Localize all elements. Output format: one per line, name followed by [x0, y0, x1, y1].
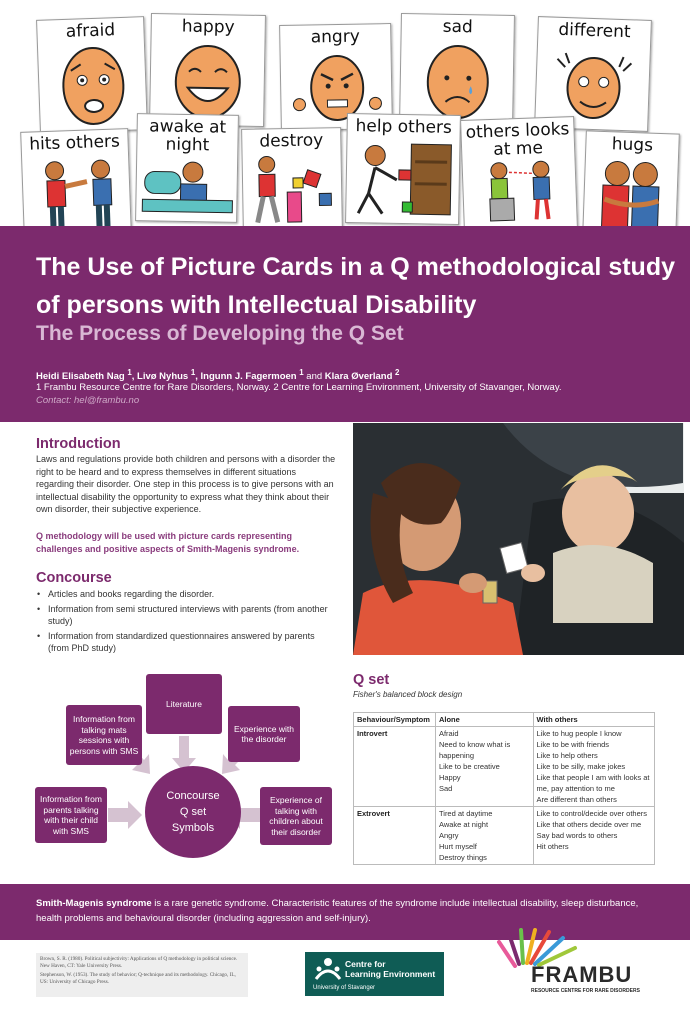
frambu-name: FRAMBU	[531, 962, 633, 987]
hugs-icon	[583, 154, 680, 235]
frambu-tagline: RESOURCE CENTRE FOR RARE DISORDERS	[531, 988, 640, 994]
table-cell-with-others	[533, 727, 654, 807]
cell-item: Like that people I am with looks at me, pay attention to me	[536, 773, 650, 793]
cell-item: Tired at daytime	[438, 809, 493, 818]
diagram-center-line: Symbols	[171, 822, 215, 834]
title-banner	[0, 226, 690, 422]
sad-face-icon	[400, 35, 515, 123]
cell-item: Need to know what is happening	[438, 740, 511, 760]
table-cell-alone	[435, 727, 533, 807]
author-affiliation-mark: 2	[395, 368, 400, 377]
column-header: Alone	[435, 713, 533, 727]
card-label: sad	[442, 16, 473, 38]
syndrome-term: Smith-Magenis syndrome	[36, 898, 152, 909]
others-looks-at-me-icon	[462, 154, 578, 228]
reference-item: Brown, S. R. (1980). Political subjectivity: Applications of Q methodology in political science. New Haven, CT: Yale University Press.	[40, 956, 238, 969]
row-label: Introvert	[354, 727, 436, 807]
author-affiliation-mark: 1	[299, 368, 304, 377]
author-joiner: and	[306, 371, 323, 383]
card-label: destroy	[259, 130, 324, 152]
cle-name	[345, 959, 435, 979]
cell-item: Like to be with friends	[536, 740, 610, 749]
cell-item: Like that others decide over me	[536, 820, 642, 829]
author-name: Livø Nyhus	[137, 371, 189, 383]
diagram-center-line: Concourse	[166, 790, 220, 802]
references-box	[36, 953, 248, 997]
list-item: • Information from semi structured interviews with parents (from another study)	[36, 603, 336, 628]
cle-name-line: Learning Environment	[345, 969, 436, 979]
author-affiliation-mark: 1	[127, 368, 132, 377]
cle-people-icon	[313, 957, 343, 983]
picture-card-help-others	[345, 113, 461, 225]
column-header: Behaviour/Symptom	[354, 713, 436, 727]
picture-card-others-looks-at-me	[460, 116, 578, 232]
picture-card-different	[534, 16, 652, 132]
afraid-face-icon	[38, 38, 149, 130]
picture-card-hugs	[582, 130, 680, 239]
contact-email[interactable]: Contact: hel@frambu.no	[36, 395, 140, 406]
diagram-node-experience-disorder: Experience with the disorder	[228, 706, 300, 762]
picture-card-sad	[399, 13, 515, 127]
diagram-node-talking-children: Experience of talking with children about their disorder	[260, 787, 332, 845]
cell-item: Happy	[438, 773, 461, 782]
qset-subtitle: Fisher's balanced block design	[353, 690, 463, 699]
list-item: • Articles and books regarding the disorder.	[36, 588, 336, 601]
list-item: • Information from standardized questionnaires answered by parents (from PhD study)	[36, 630, 336, 655]
card-label: happy	[181, 16, 235, 38]
diagram-node-literature: Literature	[146, 674, 222, 734]
cell-item: Like to control/decide over others	[536, 809, 647, 818]
card-label: angry	[310, 26, 360, 48]
cell-item: Destroy things	[438, 853, 487, 862]
cell-item: Like to help others	[536, 751, 598, 760]
table-header-row	[354, 713, 655, 727]
author-list: Heidi Elisabeth Nag $^1$, Livø Nyhus $^1$, Ingunn J. Fagermoen $^1$ and Klara Øverland $^2$	[36, 368, 400, 383]
cell-item: Hit others	[536, 842, 569, 851]
row-label: Extrovert	[354, 807, 436, 865]
destroy-icon	[242, 147, 343, 229]
reference-item: Stephenson, W. (1953). The study of behavior; Q-technique and its methodology. Chicago, IL, US: University of Chicago Press.	[40, 972, 236, 985]
column-header: With others	[533, 713, 654, 727]
introduction-body: Laws and regulations provide both children and persons with a disorder the right to be heard and to express themselves in different situations regarding their disorder. One step in this process is to give persons with an intellectual disability the opportunity to express what they think about their own disorder, their subjective experience.	[36, 454, 336, 514]
cle-logo	[305, 952, 444, 996]
concourse-heading: Concourse	[36, 570, 112, 586]
card-label: awake at night	[149, 116, 227, 156]
author-name: Heidi Elisabeth Nag	[36, 371, 125, 383]
introduction-emphasis: Q methodology will be used with picture cards representing challenges and positive aspects of Smith-Magenis syndrome.	[36, 531, 300, 554]
card-label: different	[558, 19, 631, 43]
cell-item: Like to be creative	[438, 762, 500, 771]
cell-item: Like to be silly, make jokes	[536, 762, 626, 771]
poster-subtitle: The Process of Developing the Q Set	[36, 322, 404, 345]
table-cell-alone	[435, 807, 533, 865]
picture-card-destroy	[241, 127, 343, 233]
card-label: help others	[355, 116, 453, 138]
card-label: others looks at me	[465, 119, 570, 160]
frambu-logo	[495, 928, 675, 1000]
syndrome-description	[36, 896, 666, 926]
photo-illustration	[353, 423, 684, 655]
table-cell-with-others	[533, 807, 654, 865]
cell-item: Afraid	[438, 729, 459, 738]
picture-card-hits-others	[20, 128, 132, 238]
different-face-icon	[535, 38, 652, 128]
help-others-icon	[346, 133, 461, 221]
photo-woman-and-child-with-picture-cards	[353, 423, 684, 655]
diagram-center-line: Q set	[179, 806, 207, 818]
cell-item: Hurt myself	[438, 842, 477, 851]
picture-card-awake-at-night	[135, 113, 239, 223]
cell-item: Angry	[438, 831, 459, 840]
cell-item: Say bad words to others	[536, 831, 618, 840]
cle-university: University of Stavanger	[313, 985, 376, 991]
table-row	[354, 727, 655, 807]
concourse-list	[36, 588, 336, 657]
table-row	[354, 807, 655, 865]
picture-card-happy	[149, 13, 266, 127]
author-name: Klara Øverland	[324, 371, 393, 383]
diagram-node-talking-mats: Information from talking mats sessions with persons with SMS	[66, 705, 142, 765]
qset-heading: Q set	[353, 672, 390, 688]
card-label: hits others	[28, 131, 121, 155]
picture-card-afraid	[36, 16, 148, 134]
cell-item: Sad	[438, 784, 453, 793]
poster-title: The Use of Picture Cards in a Q methodological study of persons with Intellectual Disability	[36, 253, 676, 319]
hits-others-icon	[22, 150, 133, 234]
awake-at-night-icon	[136, 151, 239, 219]
qset-table	[353, 712, 655, 865]
introduction-heading: Introduction	[36, 436, 121, 452]
author-affiliation-mark: 1	[190, 368, 196, 377]
cell-item: Are different than others	[536, 795, 617, 804]
card-label: afraid	[65, 20, 116, 42]
diagram-center-circle	[145, 766, 241, 858]
card-label: hugs	[611, 134, 654, 156]
happy-face-icon	[150, 35, 266, 123]
cell-item: Awake at night	[438, 820, 489, 829]
diagram-node-parents-talking: Information from parents talking with their child with SMS	[35, 787, 107, 843]
author-name: Ingunn J. Fagermoen	[200, 371, 297, 383]
syndrome-text: is a rare genetic syndrome. Characteristic features of the syndrome include intellectual disability, sleep disturbance, health problems and behavioural disorder (including aggression and self-injury).	[36, 898, 639, 924]
cell-item: Like to hug people I know	[536, 729, 622, 738]
cle-name-line: Centre for	[345, 959, 386, 969]
affiliations: 1 Frambu Resource Centre for Rare Disorders, Norway. 2 Centre for Learning Environment, University of Stavanger, Norway.	[36, 382, 562, 393]
